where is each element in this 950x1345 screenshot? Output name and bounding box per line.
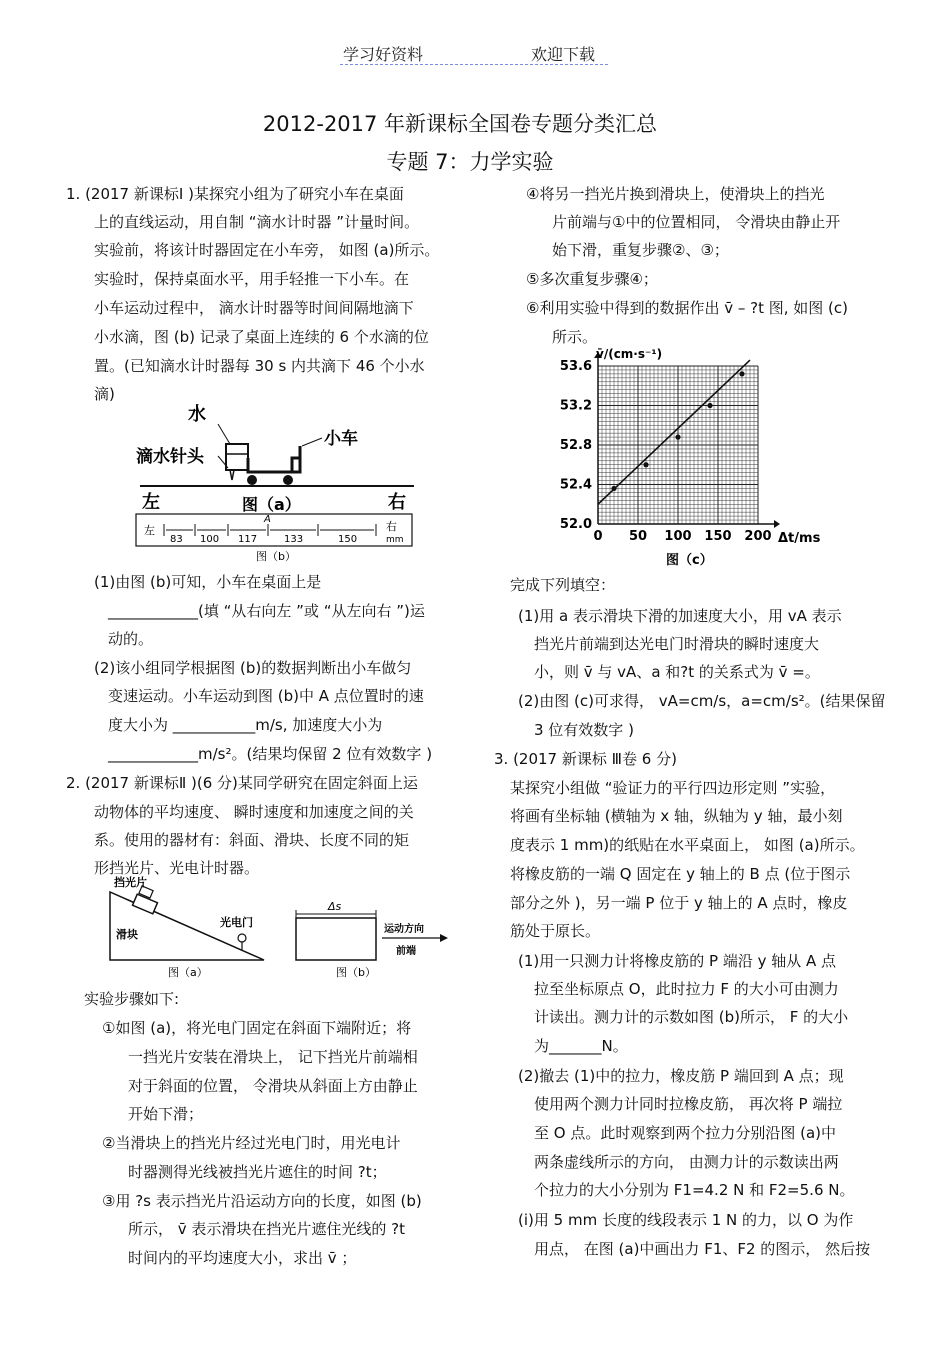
text-line: ②当滑块上的挡光片经过光电门时，用光电计	[102, 1134, 401, 1152]
y-tick-label: 52.4	[559, 477, 592, 493]
slider-block	[133, 894, 158, 914]
y-tick-label: 53.6	[559, 359, 592, 374]
text-line: 至 O 点。此时观察到两个拉力分别沿图 (a)中	[534, 1124, 837, 1142]
text-line: 2. (2017 新课标Ⅱ )(6 分)某同学研究在固定斜面上运	[66, 774, 418, 792]
text-line: (2)撤去 (1)中的拉力，橡皮筋 P 端回到 A 点；现	[518, 1067, 844, 1085]
text-line: 筋处于原长。	[510, 922, 601, 940]
label-left: 左	[142, 492, 160, 513]
page-title: 2012-2017 年新课标全国卷专题分类汇总	[262, 112, 658, 136]
chart-y-label: v̄/(cm·s⁻¹)	[596, 347, 663, 361]
figure-cart-a	[132, 400, 422, 518]
text-line: 动的。	[108, 630, 154, 648]
text-line: ____________m/s²。(结果均保留 2 位有效数字 )	[108, 745, 433, 763]
text-line: 开始下滑；	[128, 1105, 204, 1123]
strip-label-right: 右	[386, 520, 397, 533]
header-divider	[340, 64, 608, 65]
text-line: 用点， 在图 (a)中画出力 F1、F2 的图示， 然后按	[534, 1240, 871, 1258]
pointer-line	[302, 438, 322, 446]
spacing-label: 133	[284, 534, 304, 545]
chart-caption: 图（c）	[666, 553, 713, 568]
text-line: 度表示 1 mm)的纸贴在水平桌面上， 如图 (a)所示。	[510, 836, 865, 854]
page-subtitle: 专题 7：力学实验	[386, 150, 554, 174]
text-line: 时间内的平均速度大小，求出 v̄ ；	[128, 1249, 357, 1267]
figure-caption: 图（b）	[256, 550, 296, 563]
text-line: 变速运动。小车运动到图 (b)中 A 点位置时的速	[108, 687, 424, 705]
x-axis-arrow-icon	[774, 520, 780, 528]
text-line: 将画有坐标轴 (横轴为 x 轴，纵轴为 y 轴，最小刻	[510, 807, 843, 825]
data-point	[643, 462, 648, 467]
strip-unit: mm	[386, 535, 404, 545]
point-a-label: A	[264, 514, 271, 525]
text-line: 1. (2017 新课标Ⅰ )某探究小组为了研究小车在桌面	[66, 185, 404, 203]
text-line: 部分之外 )，另一端 P 位于 y 轴上的 A 点时，橡皮	[510, 894, 848, 912]
text-line: 使用两个测力计同时拉橡皮筋， 再次将 P 端拉	[534, 1095, 843, 1113]
text-line: 度大小为 ___________m/s, 加速度大小为	[108, 716, 383, 734]
x-tick-label: 150	[704, 529, 732, 544]
label-shutter: 挡光片	[114, 876, 147, 889]
text-line: 实验前，将该计时器固定在小车旁， 如图 (a)所示。	[94, 241, 440, 259]
text-line: ⑤多次重复步骤④；	[526, 270, 658, 288]
text-line: 3. (2017 新课标 Ⅲ卷 6 分)	[494, 750, 677, 768]
cart-wheel	[283, 475, 293, 485]
chart-grid	[598, 366, 758, 524]
text-line: 实验步骤如下:	[84, 990, 180, 1008]
header-left: 学习好资料	[343, 45, 424, 64]
text-line: 小水滴，图 (b) 记录了桌面上连续的 6 个水滴的位	[94, 328, 429, 346]
data-point	[611, 486, 616, 491]
data-point	[707, 403, 712, 408]
spacing-label: 117	[238, 534, 258, 545]
figure-drops-b	[132, 510, 422, 566]
x-tick-label: 200	[744, 529, 772, 544]
text-line: 所示， v̄ 表示滑块在挡光片遮住光线的 ?t	[128, 1220, 406, 1238]
text-line: 拉至坐标原点 O，此时拉力 F 的大小可由测力	[534, 980, 839, 998]
label-cart: 小车	[324, 429, 358, 449]
spacing-label: 100	[200, 534, 220, 545]
label-direction: 运动方向	[384, 924, 424, 935]
text-line: 所示。	[552, 328, 598, 346]
photogate-icon	[238, 934, 246, 942]
data-point	[739, 371, 744, 376]
text-line: 3 位有效数字 )	[534, 721, 634, 739]
text-line: (1)用 a 表示滑块下滑的加速度大小，用 vA 表示	[518, 607, 842, 625]
text-line: (1)用一只测力计将橡皮筋的 P 端沿 y 轴从 A 点	[518, 952, 837, 970]
label-front-end: 前端	[396, 946, 416, 957]
drip-needle	[230, 470, 234, 480]
header-right: 欢迎下载	[531, 45, 596, 64]
text-line: 置。(已知滴水计时器每 30 s 内共滴下 46 个小水	[94, 357, 425, 375]
text-line: 始下滑，重复步骤②、③；	[552, 241, 729, 259]
text-line: 上的直线运动，用自制 “滴水计时器 ”计量时间。	[94, 213, 420, 231]
text-line: ③用 ?s 表示挡光片沿运动方向的长度，如图 (b)	[102, 1192, 422, 1210]
y-tick-label: 53.2	[559, 398, 592, 414]
x-tick-label: 0	[593, 529, 603, 544]
text-line: 将橡皮筋的一端 Q 固定在 y 轴上的 B 点 (位于图示	[510, 865, 851, 883]
figure-incline	[104, 874, 464, 982]
label-delta-s: Δs	[328, 900, 342, 913]
figure-caption: 图（a）	[242, 495, 301, 514]
label-photogate: 光电门	[220, 916, 253, 929]
text-line: 小车运动过程中， 滴水计时器等时间间隔地滴下	[94, 299, 414, 317]
label-drip-needle: 滴水针头	[136, 447, 204, 467]
data-point	[675, 435, 680, 440]
text-line: 完成下列填空：	[510, 576, 616, 594]
text-line: (i)用 5 mm 长度的线段表示 1 N 的力，以 O 为作	[518, 1211, 854, 1229]
figure-caption: 图（a）	[168, 966, 208, 979]
spacing-label: 83	[170, 534, 183, 545]
chart-c	[556, 344, 836, 570]
x-tick-label: 50	[628, 529, 648, 544]
text-line: (2)由图 (c)可求得， vA=cm/s，a=cm/s²。(结果保留	[518, 692, 886, 710]
text-line: 系。使用的器材有：斜面、滑块、长度不同的矩	[94, 831, 410, 849]
text-line: ④将另一挡光片换到滑块上，使滑块上的挡光	[526, 185, 825, 203]
text-line: (2)该小组同学根据图 (b)的数据判断出小车做匀	[94, 659, 412, 677]
text-line: 滴)	[94, 385, 115, 403]
text-line: 实验时，保持桌面水平，用手轻推一下小车。在	[94, 270, 410, 288]
text-line: 个拉力的大小分别为 F1=4.2 N 和 F2=5.6 N。	[534, 1181, 855, 1199]
text-line: ____________(填 “从右向左 ”或 “从左向右 ”)运	[108, 602, 425, 620]
text-line: 片前端与①中的位置相同， 令滑块由静止开	[552, 213, 841, 231]
text-line: 挡光片前端到达光电门时滑块的瞬时速度大	[534, 635, 820, 653]
text-line: 计读出。测力计的示数如图 (b)所示， F 的大小	[534, 1008, 849, 1026]
label-right: 右	[388, 492, 406, 513]
chart-x-label: Δt/ms	[778, 531, 821, 546]
y-tick-label: 52.0	[559, 517, 592, 532]
text-line: 对于斜面的位置， 令滑块从斜面上方由静止	[128, 1077, 418, 1095]
arrow-head-icon	[440, 934, 448, 942]
shutter-rect	[296, 918, 376, 960]
text-line: 动物体的平均速度、 瞬时速度和加速度之间的关	[94, 803, 414, 821]
figure-caption: 图（b）	[336, 966, 376, 979]
spacing-label: 150	[338, 534, 358, 545]
text-line: 一挡光片安装在滑块上， 记下挡光片前端相	[128, 1048, 418, 1066]
y-tick-label: 52.8	[559, 438, 592, 453]
text-line: 两条虚线所示的方向， 由测力计的示数读出两	[534, 1153, 839, 1171]
cart-body	[248, 446, 300, 472]
text-line: 小，则 v̄ 与 vA、a 和?t 的关系式为 v̄ =。	[534, 663, 820, 681]
text-line: 某探究小组做 “验证力的平行四边形定则 ”实验，	[510, 779, 836, 797]
text-line: 时器测得光线被挡光片遮住的时间 ?t；	[128, 1163, 387, 1181]
label-water: 水	[188, 404, 206, 425]
label-slider: 滑块	[116, 928, 138, 941]
cart-wheel	[247, 475, 257, 485]
drip-timer	[226, 444, 248, 470]
text-line: 为_______N。	[534, 1037, 628, 1055]
text-line: ①如图 (a)，将光电门固定在斜面下端附近；将	[102, 1019, 412, 1037]
strip-label-left: 左	[144, 524, 155, 537]
x-tick-label: 100	[664, 529, 692, 544]
text-line: (1)由图 (b)可知，小车在桌面上是	[94, 573, 322, 591]
text-line: 形挡光片、光电计时器。	[94, 859, 260, 877]
text-line: ⑥利用实验中得到的数据作出 v̄ – ?t 图, 如图 (c)	[526, 299, 848, 317]
pointer-line	[218, 424, 230, 444]
